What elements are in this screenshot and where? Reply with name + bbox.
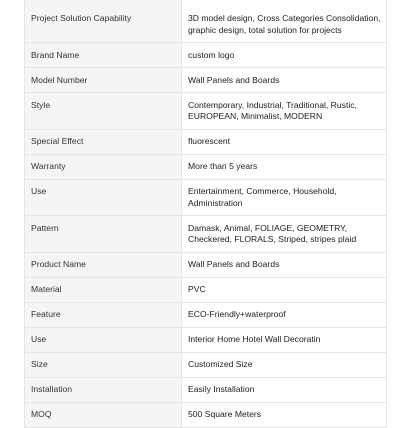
attribute-name: Size: [25, 352, 182, 377]
attribute-name: Material: [25, 277, 182, 302]
attribute-value: Interior Home Hotel Wall Decoratin: [182, 327, 387, 352]
attribute-value: fluorescent: [182, 129, 387, 154]
table-row: [25, 377, 387, 402]
attribute-name: Warranty: [25, 154, 182, 179]
attribute-value: Entertainment, Commerce, Household, Administration: [182, 179, 387, 216]
attribute-name: Use: [25, 179, 182, 216]
table-row: [25, 179, 387, 216]
attribute-value: Wall Panels and Boards: [182, 68, 387, 93]
attribute-name: Model Number: [25, 68, 182, 93]
product-spec-table: [24, 0, 387, 428]
table-row: [25, 43, 387, 68]
attribute-name: Pattern: [25, 216, 182, 253]
attribute-name: Special Effect: [25, 129, 182, 154]
attribute-value: Customized Size: [182, 352, 387, 377]
table-row: [25, 0, 387, 43]
table-row: [25, 327, 387, 352]
attribute-value: custom logo: [182, 43, 387, 68]
table-row: [25, 93, 387, 130]
attribute-name: MOQ: [25, 402, 182, 427]
table-row: [25, 154, 387, 179]
table-row: [25, 277, 387, 302]
attribute-value: Contemporary, Industrial, Traditional, Rustic, EUROPEAN, Minimalist, MODERN: [182, 93, 387, 130]
table-row: [25, 302, 387, 327]
attribute-value: 3D model design, Cross Categories Consolidation, graphic design, total solution for projects: [182, 0, 387, 43]
attribute-name: Brand Name: [25, 43, 182, 68]
attribute-value: More than 5 years: [182, 154, 387, 179]
attribute-value: 500 Square Meters: [182, 402, 387, 427]
table-row: [25, 252, 387, 277]
table-row: [25, 68, 387, 93]
attribute-name: Project Solution Capability: [25, 0, 182, 43]
attribute-value: ECO-Friendly+waterproof: [182, 302, 387, 327]
attribute-value: Easily Installation: [182, 377, 387, 402]
table-row: [25, 402, 387, 427]
table-row: [25, 216, 387, 253]
attribute-name: Product Name: [25, 252, 182, 277]
attribute-value: PVC: [182, 277, 387, 302]
attribute-name: Style: [25, 93, 182, 130]
attribute-name: Installation: [25, 377, 182, 402]
attribute-value: Wall Panels and Boards: [182, 252, 387, 277]
attribute-name: Use: [25, 327, 182, 352]
attribute-name: Feature: [25, 302, 182, 327]
table-row: [25, 129, 387, 154]
attribute-value: Damask, Animal, FOLIAGE, GEOMETRY, Checkered, FLORALS, Striped, stripes plaid: [182, 216, 387, 253]
table-row: [25, 352, 387, 377]
